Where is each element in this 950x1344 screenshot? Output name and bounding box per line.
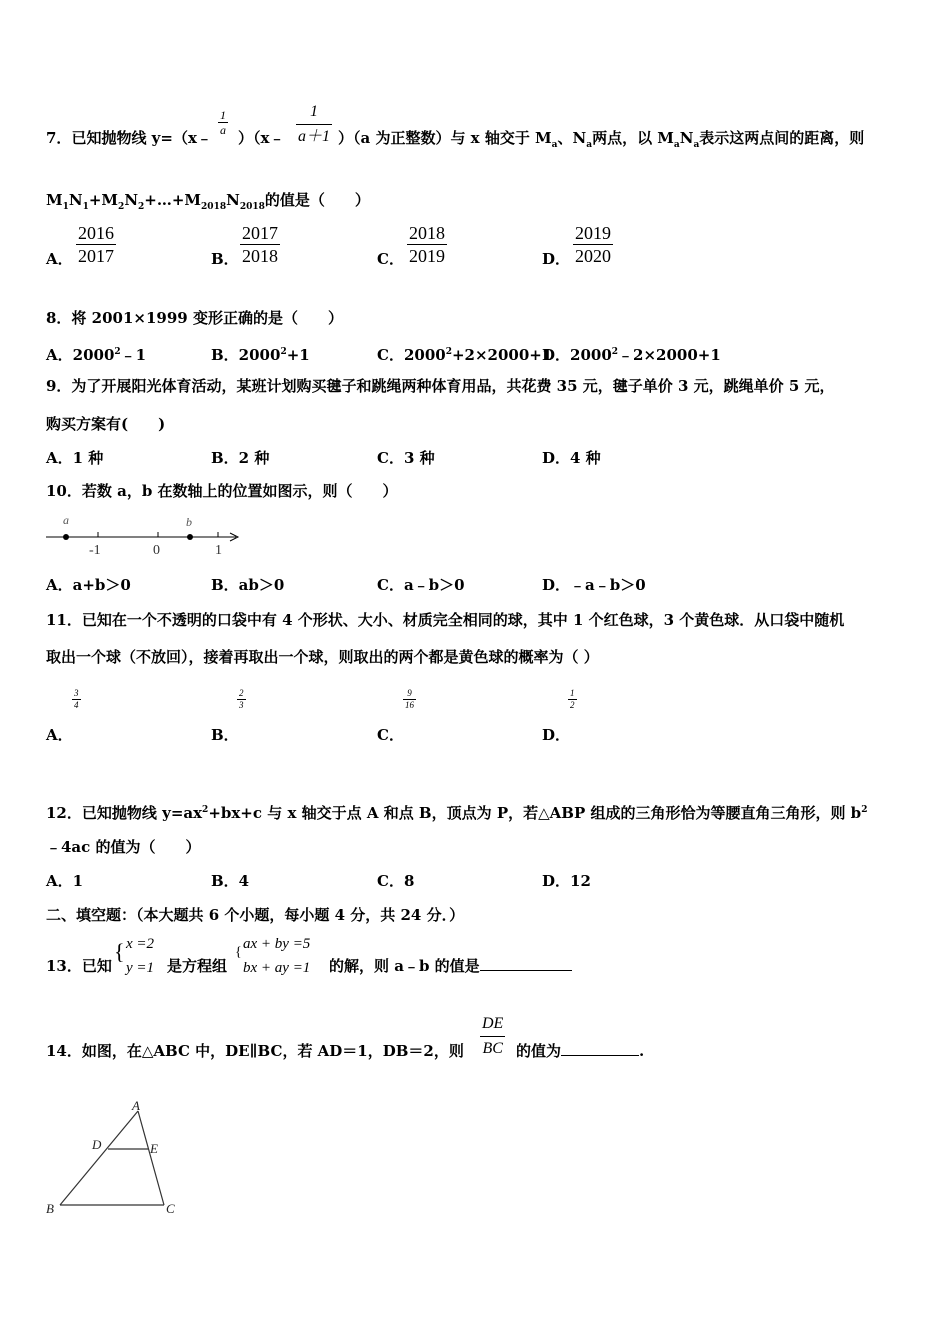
q11-option-c-fraction: $\frac{9}{16}$	[405, 688, 414, 710]
label-1: 1	[215, 543, 222, 558]
label-a: a	[63, 513, 69, 527]
triangle-figure	[42, 1095, 182, 1220]
q9-option-b: B．2 种	[211, 449, 270, 467]
q8-option-b: B．$2000^2+1$	[211, 346, 310, 364]
number-line-figure	[44, 508, 244, 560]
q8-option-a: A．2000$^2$﹣1	[46, 346, 147, 364]
q12-option-a: A．1	[46, 872, 84, 890]
q13-pre: 13．已知	[46, 957, 112, 975]
q13-post: 的解，则 a﹣b 的值是	[329, 956, 572, 976]
point-d: D	[92, 1137, 102, 1152]
q10-stem: 10．若数 a，b 在数轴上的位置如图示，则（ ）	[46, 482, 398, 500]
q13-brace-2: {	[235, 945, 242, 960]
q10-option-a: A．a+b＞0	[46, 576, 131, 594]
label-0: 0	[153, 543, 160, 558]
q14-pre: 14．如图，在△ABC 中，DE∥BC，若 AD＝1，DB＝2，则	[46, 1042, 464, 1060]
q11-option-a-fraction: $\frac{3}{4}$	[74, 688, 79, 710]
q9-stem-line2: 购买方案有( )	[46, 415, 166, 433]
q13-system-1: x =2 y =1	[126, 936, 155, 976]
q7-option-a-fraction: $\frac{2016}{2017}$	[78, 223, 114, 266]
q7-option-b-label: B．	[211, 250, 239, 268]
q7-line1: 7．已知抛物线 y=（x﹣	[46, 129, 212, 147]
label-b: b	[186, 515, 192, 529]
side-ac	[138, 1111, 164, 1205]
q14-post: 的值为 .	[516, 1042, 645, 1060]
section-2-heading: 二、填空题：（本大题共 6 个小题，每小题 4 分，共 24 分．）	[46, 906, 465, 924]
q7-option-a-label: A．	[46, 250, 73, 268]
q13-system-2: ax + by =5 bx + ay =1	[243, 936, 311, 976]
point-b	[187, 534, 193, 540]
q9-option-d: D．4 种	[542, 449, 601, 467]
q7-option-c-label: C．	[377, 250, 404, 268]
q8-option-c: C．$2000^2+2\times 2000+1$	[377, 346, 553, 364]
q9-option-a: A．1 种	[46, 449, 104, 467]
q7-fraction-1: $\frac{1}{a}$	[220, 108, 226, 137]
q8-stem: 8．将 2001×1999 变形正确的是（ ）	[46, 309, 343, 327]
q13-brace-1: {	[114, 939, 125, 964]
q9-stem-line1: 9．为了开展阳光体育活动，某班计划购买毽子和跳绳两种体育用品，共花费 35 元，毽子单价 3 元，跳绳单价 5 元，	[46, 377, 835, 395]
q13-mid: 是方程组	[167, 957, 228, 975]
q11-option-d-label: D．	[542, 726, 571, 744]
q10-option-c: C．a﹣b＞0	[377, 576, 465, 594]
q12-option-d: D．12	[542, 872, 591, 890]
q10-option-b: B．ab＞0	[211, 576, 285, 594]
point-a	[63, 534, 69, 540]
q11-option-b-fraction: $\frac{2}{3}$	[239, 688, 244, 710]
q9-option-c: C．3 种	[377, 449, 435, 467]
q13-answer-blank	[480, 970, 572, 971]
q11-option-a-label: A．	[46, 726, 73, 744]
q8-option-d: D．$2000^2﹣2\times 2000+1$	[542, 346, 721, 364]
q11-stem-line2: 取出一个球（不放回），接着再取出一个球，则取出的两个都是黄色球的概率为（ ）	[46, 648, 599, 666]
q11-option-b-label: B．	[211, 726, 239, 744]
label-neg1: -1	[89, 543, 101, 558]
q7-fraction-2: $\frac{1}{a+1}$	[296, 100, 332, 149]
q11-stem-line1: 11．已知在一个不透明的口袋中有 4 个形状、大小、材质完全相同的球，其中 1 个红色球，3 个黄色球．从口袋中随机	[46, 611, 845, 629]
vertex-c: C	[166, 1201, 175, 1216]
side-ab	[60, 1111, 138, 1205]
q7-line2: $M_1N_1+M_2N_2+\dots+M_{2018}N_{2018}$的值是（ ）	[46, 191, 370, 212]
q12-stem-line2: ﹣4ac 的值为（ ）	[46, 838, 201, 856]
q12-stem-line1: 12．已知抛物线 $y=ax^2+bx+c$ 与 x 轴交于点 A 和点 B，顶点为 P，若△ABP 组成的三角形恰为等腰直角三角形，则 $b^2$	[46, 804, 868, 822]
vertex-b: B	[46, 1201, 54, 1216]
q7-option-c-fraction: $\frac{2018}{2019}$	[409, 223, 445, 266]
point-e: E	[150, 1141, 158, 1156]
q14-answer-blank	[561, 1055, 639, 1056]
q11-option-d-fraction: $\frac{1}{2}$	[570, 688, 575, 710]
q7-option-b-fraction: $\frac{2017}{2018}$	[242, 223, 278, 266]
q14-fraction: $\frac{DE}{BC}$	[480, 1012, 505, 1061]
q7-option-d-fraction: $\frac{2019}{2020}$	[575, 223, 611, 266]
q7-line1c: ）（a 为正整数）与 x 轴交于 $M_a$、$N_a$两点，以 $M_aN_a$表示这两点间的距离，则	[338, 129, 865, 150]
q7-line1b: ）（x﹣	[238, 129, 285, 147]
q7-option-d-label: D．	[542, 250, 571, 268]
vertex-a: A	[132, 1098, 140, 1113]
q10-option-d: D．﹣a﹣b＞0	[542, 576, 646, 594]
q11-option-c-label: C．	[377, 726, 404, 744]
q12-option-b: B．4	[211, 872, 250, 890]
q12-option-c: C．8	[377, 872, 415, 890]
